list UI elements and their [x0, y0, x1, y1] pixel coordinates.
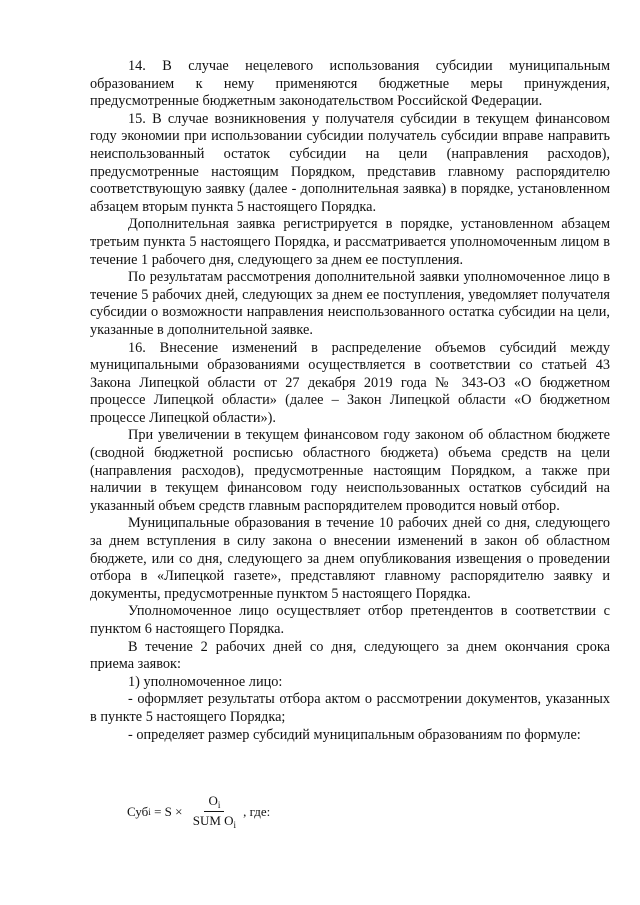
paragraph-review-results: По результатам рассмотрения дополнительной заявки уполномоченное лицо в течение 5 рабочих дней, следующих за днем ее поступления, уведомляет получателя субсидии о возможности направления неиспользованного остатка субсидии на цели, указанные в дополнительной заявке. [90, 269, 610, 338]
paragraph-16: 16. Внесение изменений в распределение объемов субсидий между муниципальными образованиями осуществляется в соответствии со статьей 43 Закона Липецкой области от 27 декабря 2019 года № 343-ОЗ «О бюджетном процессе Липецкой области» (далее – Закон Липецкой области «О бюджетном процессе Липецкой области»). [90, 339, 610, 426]
subsidy-formula [127, 793, 270, 830]
paragraph-selection: Уполномоченное лицо осуществляет отбор претендентов в соответствии с пунктом 6 настоящего Порядка. [90, 603, 610, 637]
paragraph-additional-application: Дополнительная заявка регистрируется в порядке, установленном абзацем третьим пункта 5 настоящего Порядка, и рассматривается уполномоченным лицом в течение 1 рабочего дня, следующего за днем ее поступления. [90, 216, 610, 268]
formula-suffix: , где: [243, 803, 271, 819]
paragraph-14: 14. В случае нецелевого использования субсидии муниципальным образованием к нему применяются бюджетные меры принуждения, предусмотренные бюджетным законодательством Российской Федерации. [90, 58, 610, 110]
list-item-authorized-person: 1) уполномоченное лицо: [128, 673, 283, 690]
formula-lhs-subscript: i [148, 806, 151, 817]
paragraph-15: 15. В случае возникновения у получателя субсидии в текущем финансовом году экономии при использовании субсидии получатель субсидии вправе направить неиспользованный остаток субсидии на цели (направления расходов), предусмотренные настоящим Порядком, представив главному распорядителю соответствующую заявку (далее - дополнительная заявка) в порядке, установленном абзацем вторым пункта 5 настоящего Порядка. [90, 110, 610, 215]
formula-lhs: Суб [127, 803, 149, 819]
formula-numerator: $O_i$ [204, 793, 224, 812]
formula-equals: = S × [150, 803, 186, 819]
paragraph-deadline: В течение 2 рабочих дней со дня, следующего за днем окончания срока приема заявок: [90, 638, 610, 673]
paragraph-budget-increase: При увеличении в текущем финансовом году законом об областном бюджете (сводной бюджетной росписью областного бюджета) объема средств на цели (направления расходов), предусмотренные настоящим Порядком, а также при наличии в текущем финансовом году неиспользованных остатков субсидий на указанный объем средств главным распорядителем проводится новый отбор. [90, 427, 610, 514]
formula-denominator: SUM $O_i$ [192, 813, 237, 830]
formula-fraction [189, 793, 240, 830]
paragraph-municipal-submission: Муниципальные образования в течение 10 рабочих дней со дня, следующего за днем вступления в силу закона о внесении изменений в закон об областном бюджете, или со дня, следующего за днем опубликования извещения о проведении отбора в «Липецкой газете», представляют главному распорядителю заявку и документы, предусмотренные пунктом 5 настоящего Порядка. [90, 515, 610, 602]
list-item-act: - оформляет результаты отбора актом о рассмотрении документов, указанных в пункте 5 настоящего Порядка; [90, 691, 610, 725]
list-item-formula-intro: - определяет размер субсидий муниципальным образованиям по формуле: [128, 726, 581, 743]
document-body [90, 58, 610, 744]
